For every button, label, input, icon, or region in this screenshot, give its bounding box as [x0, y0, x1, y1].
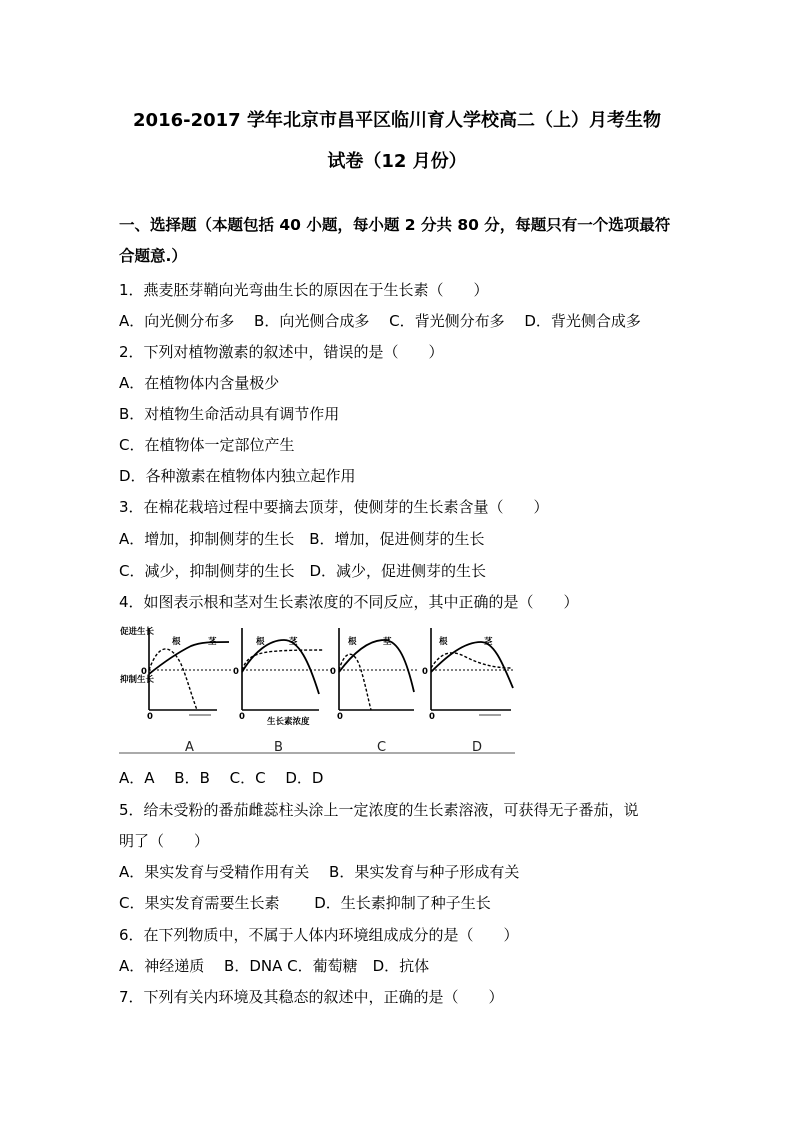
panel-a-root-label: 根	[172, 637, 181, 647]
panel-d-root-label: 根	[439, 637, 448, 647]
question-4-figure	[119, 622, 519, 758]
panel-c-root-label: 根	[348, 637, 357, 647]
question-3-stem: 3．在棉花栽培过程中要摘去顶芽，使侧芽的生长素含量（ ）	[119, 498, 549, 516]
growth-response-diagram	[119, 622, 519, 758]
question-2-option-c: C．在植物体一定部位产生	[119, 436, 295, 454]
question-7-stem: 7．下列有关内环境及其稳态的叙述中，正确的是（ ）	[119, 988, 504, 1006]
question-5-options-cd: C．果实发育需要生长素 D．生长素抑制了种子生长	[119, 894, 491, 912]
panel-b-stem-label: 茎	[289, 637, 298, 647]
panel-c-root-curve	[339, 654, 371, 710]
panel-c-graph	[330, 628, 417, 722]
panel-c-stem-label: 茎	[383, 637, 392, 647]
page-title-line1: 2016-2017 学年北京市昌平区临川育人学校高二（上）月考生物	[133, 110, 661, 131]
x-axis-label: 生长素浓度	[267, 717, 310, 727]
panel-a-stem-label: 茎	[208, 637, 217, 647]
question-5-stem-line2: 明了（ ）	[119, 832, 210, 850]
panel-d-stem-label: 茎	[484, 637, 493, 647]
panel-c-stem-curve	[339, 640, 414, 692]
question-2-option-a: A．在植物体内含量极少	[119, 374, 280, 392]
panel-d-stem-curve	[431, 642, 513, 688]
panel-d-origin: 0	[422, 667, 428, 677]
question-2-stem: 2．下列对植物激素的叙述中，错误的是（ ）	[119, 343, 444, 361]
panel-a-origin: 0	[141, 667, 147, 677]
question-2-option-d: D．各种激素在植物体内独立起作用	[119, 467, 356, 485]
panel-b-root-label: 根	[256, 637, 265, 647]
panel-b-graph	[233, 628, 331, 727]
panel-a-graph	[141, 628, 231, 722]
question-6-stem: 6．在下列物质中，不属于人体内环境组成成分的是（ ）	[119, 926, 519, 944]
panel-a-axis-zero: 0	[147, 712, 153, 722]
panel-b-axis-zero: 0	[239, 712, 245, 722]
y-axis-top-label: 促进生长	[120, 627, 155, 637]
question-5-stem-line1: 5．给未受粉的番茄雌蕊柱头涂上一定浓度的生长素溶液，可获得无子番茄，说	[119, 801, 639, 819]
panel-c-origin: 0	[330, 667, 336, 677]
question-6-options: A．神经递质 B．DNA C．葡萄糖 D．抗体	[119, 957, 430, 975]
panel-b-origin: 0	[233, 667, 239, 677]
panel-label-c: C	[377, 740, 387, 755]
question-4-options: A．A B．B C．C D．D	[119, 769, 324, 787]
panel-d-graph	[422, 628, 515, 722]
question-4-stem: 4．如图表示根和茎对生长素浓度的不同反应，其中正确的是（ ）	[119, 593, 579, 611]
panel-d-axis-zero: 0	[429, 712, 435, 722]
question-1-stem: 1．燕麦胚芽鞘向光弯曲生长的原因在于生长素（ ）	[119, 281, 489, 299]
panel-a-stem-curve	[149, 642, 229, 674]
panel-b-root-curve	[242, 650, 324, 670]
panel-label-d: D	[472, 740, 483, 755]
panel-b-stem-curve	[242, 640, 319, 694]
question-3-options-cd: C．减少，抑制侧芽的生长 D．减少，促进侧芽的生长	[119, 562, 487, 580]
question-1-options: A．向光侧分布多 B．向光侧合成多 C．背光侧分布多 D．背光侧合成多	[119, 312, 641, 330]
question-3-options-ab: A．增加，抑制侧芽的生长 B．增加，促进侧芽的生长	[119, 530, 485, 548]
page-title-line2: 试卷（12 月份）	[327, 151, 467, 172]
panel-label-b: B	[274, 740, 283, 755]
question-5-options-ab: A．果实发育与受精作用有关 B．果实发育与种子形成有关	[119, 863, 520, 881]
question-2-option-b: B．对植物生命活动具有调节作用	[119, 405, 340, 423]
panel-a-root-curve	[149, 649, 197, 710]
panel-c-axis-zero: 0	[337, 712, 343, 722]
y-axis-bottom-label: 抑制生长	[120, 675, 155, 685]
panel-label-a: A	[185, 740, 194, 755]
section-header: 一、选择题（本题包括 40 小题，每小题 2 分共 80 分，每题只有一个选项最符合题意.）	[119, 216, 671, 265]
